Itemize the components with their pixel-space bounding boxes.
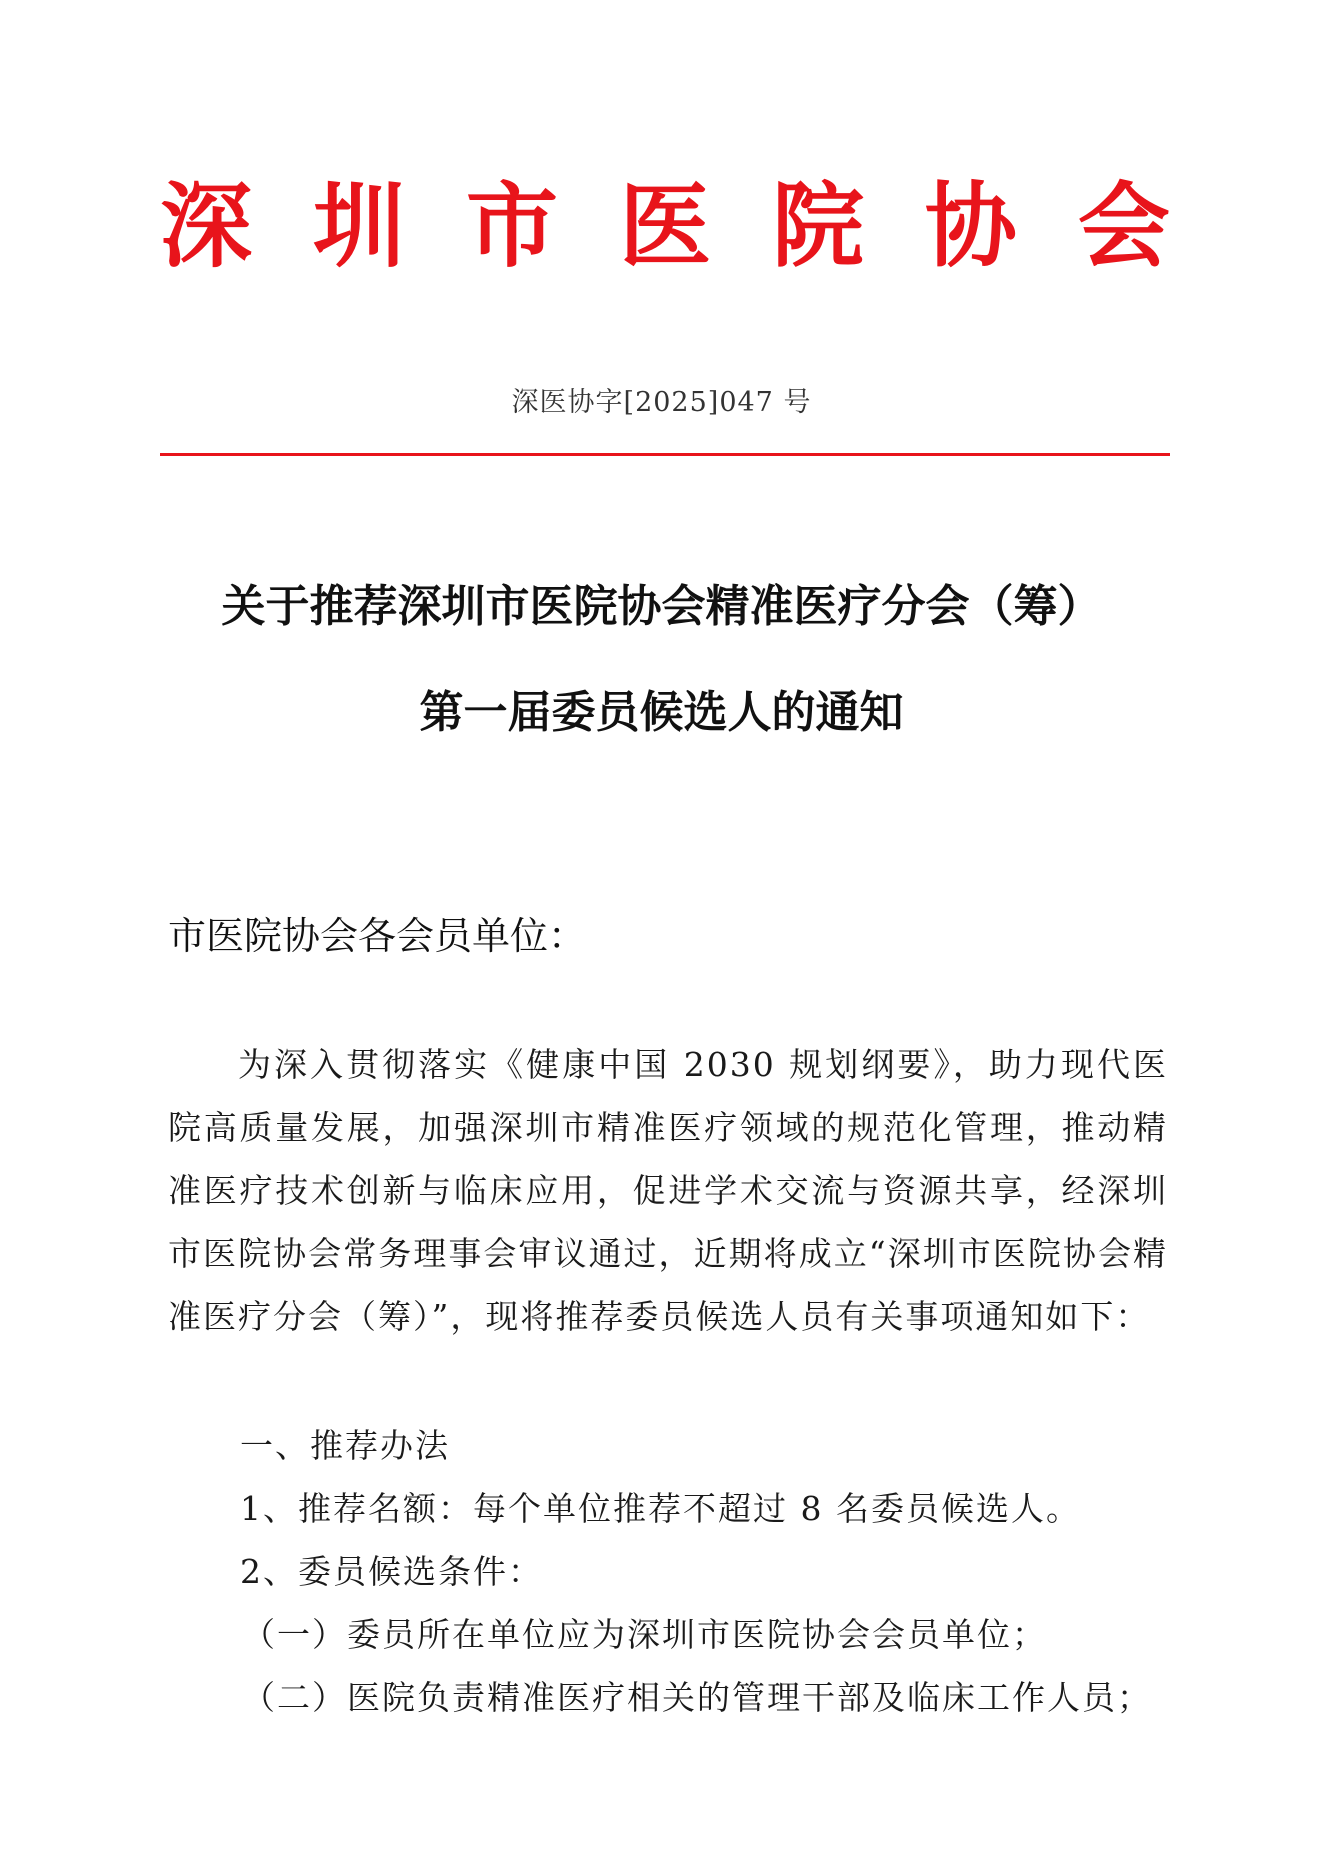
list-item: 2、委员候选条件：	[240, 1552, 543, 1591]
masthead-char: 市	[465, 173, 558, 280]
sub-list-item: （一）委员所在单位应为深圳市医院协会会员单位；	[242, 1615, 1047, 1654]
red-divider	[160, 453, 1170, 456]
masthead-char: 会	[1077, 173, 1170, 280]
masthead-char: 医	[618, 173, 711, 280]
intro-paragraph: 为深入贯彻落实《健康中国 2030 规划纲要》，助力现代医院高质量发展，加强深圳市精准医疗领域的规范化管理，推动精准医疗技术创新与临床应用，促进学术交流与资源共享，经深圳市医院协会常务理事会审议通过，近期将成立“深圳市医院协会精准医疗分会（筹）”，现将推荐委员候选人员有关事项通知如下：	[168, 1045, 1168, 1336]
list-item: 1、推荐名额：每个单位推荐不超过 8 名委员候选人。	[240, 1489, 1081, 1528]
masthead-char: 圳	[312, 173, 405, 280]
masthead-char: 深	[160, 173, 253, 280]
masthead-char: 院	[771, 173, 864, 280]
document-title-line-1: 关于推荐深圳市医院协会精准医疗分会（筹）	[221, 581, 1102, 632]
sub-list-item: （二）医院负责精准医疗相关的管理干部及临床工作人员；	[242, 1678, 1152, 1717]
salutation: 市医院协会各会员单位：	[168, 914, 587, 958]
document-number: 深医协字[2025]047 号	[511, 387, 812, 418]
section-heading: 一、推荐办法	[240, 1426, 450, 1465]
document-title-line-2: 第一届委员候选人的通知	[419, 687, 904, 738]
masthead	[160, 172, 1170, 282]
masthead-char: 协	[924, 173, 1017, 280]
